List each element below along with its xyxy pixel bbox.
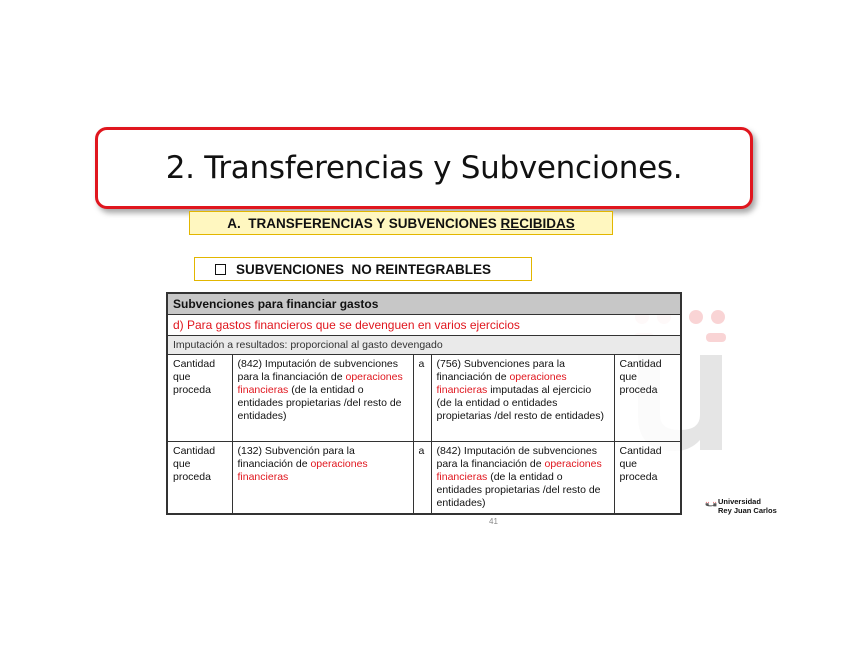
university-logo-icon — [704, 489, 718, 519]
section-a-prefix: A. TRANSFERENCIAS Y SUBVENCIONES — [227, 215, 501, 231]
debit-text: (842) Imputación de subvenciones para la financiación de — [237, 358, 399, 383]
slide-title-box — [95, 127, 753, 209]
table-subtitle: d) Para gastos financieros que se devenguen en varios ejercicios — [168, 315, 680, 336]
table-row — [168, 441, 680, 513]
qty-left-cell: Cantidad que proceda — [168, 355, 232, 441]
a-cell: a — [413, 441, 431, 513]
debit-text: (132) Subvención para la financiación de — [237, 444, 355, 470]
logo-line-1: Universidad — [718, 497, 761, 506]
checkbox-bullet-icon — [215, 264, 226, 275]
debit-cell — [232, 441, 413, 513]
table-note: Imputación a resultados: proporcional al gasto devengado — [168, 336, 680, 355]
credit-text: (842) Imputación de subvenciones para la financiación de — [436, 444, 598, 470]
qty-right-cell: Cantidad que proceda — [614, 441, 680, 513]
table-header: Subvenciones para financiar gastos — [168, 294, 680, 315]
credit-cell — [431, 355, 614, 441]
credit-highlight: operaciones financieras — [436, 371, 567, 396]
table-row — [168, 355, 680, 441]
slide-title: 2. Transferencias y Subvenciones. — [165, 150, 683, 186]
journal-entries — [168, 355, 680, 513]
debit-highlight: operaciones financieras — [237, 371, 403, 396]
qty-left-cell: Cantidad que proceda — [168, 441, 232, 513]
credit-text-end: imputadas al ejercicio (de la entidad o entidades propietarias /del resto de entidades) — [436, 384, 605, 422]
debit-highlight: operaciones financieras — [237, 457, 368, 483]
credit-cell — [431, 441, 614, 513]
section-b-heading — [194, 257, 532, 281]
a-cell: a — [413, 355, 431, 441]
university-logo-text — [718, 497, 777, 515]
accounting-table — [166, 292, 682, 515]
logo-line-2: Rey Juan Carlos — [718, 506, 777, 515]
section-a-heading — [189, 211, 613, 235]
credit-text: (756) Subvenciones para la financiación de — [436, 358, 565, 383]
credit-highlight: operaciones financieras — [436, 457, 602, 483]
page-number: 41 — [489, 517, 498, 526]
qty-right-cell: Cantidad que proceda — [619, 358, 662, 396]
debit-cell — [232, 355, 413, 441]
credit-text-end: (de la entidad o entidades propietarias /del resto de entidades) — [436, 470, 601, 509]
debit-text-end: (de la entidad o entidades propietarias /del resto de entidades) — [237, 384, 402, 422]
section-b-label: SUBVENCIONES NO REINTEGRABLES — [236, 261, 492, 277]
section-a-underlined: RECIBIDAS — [500, 215, 575, 231]
